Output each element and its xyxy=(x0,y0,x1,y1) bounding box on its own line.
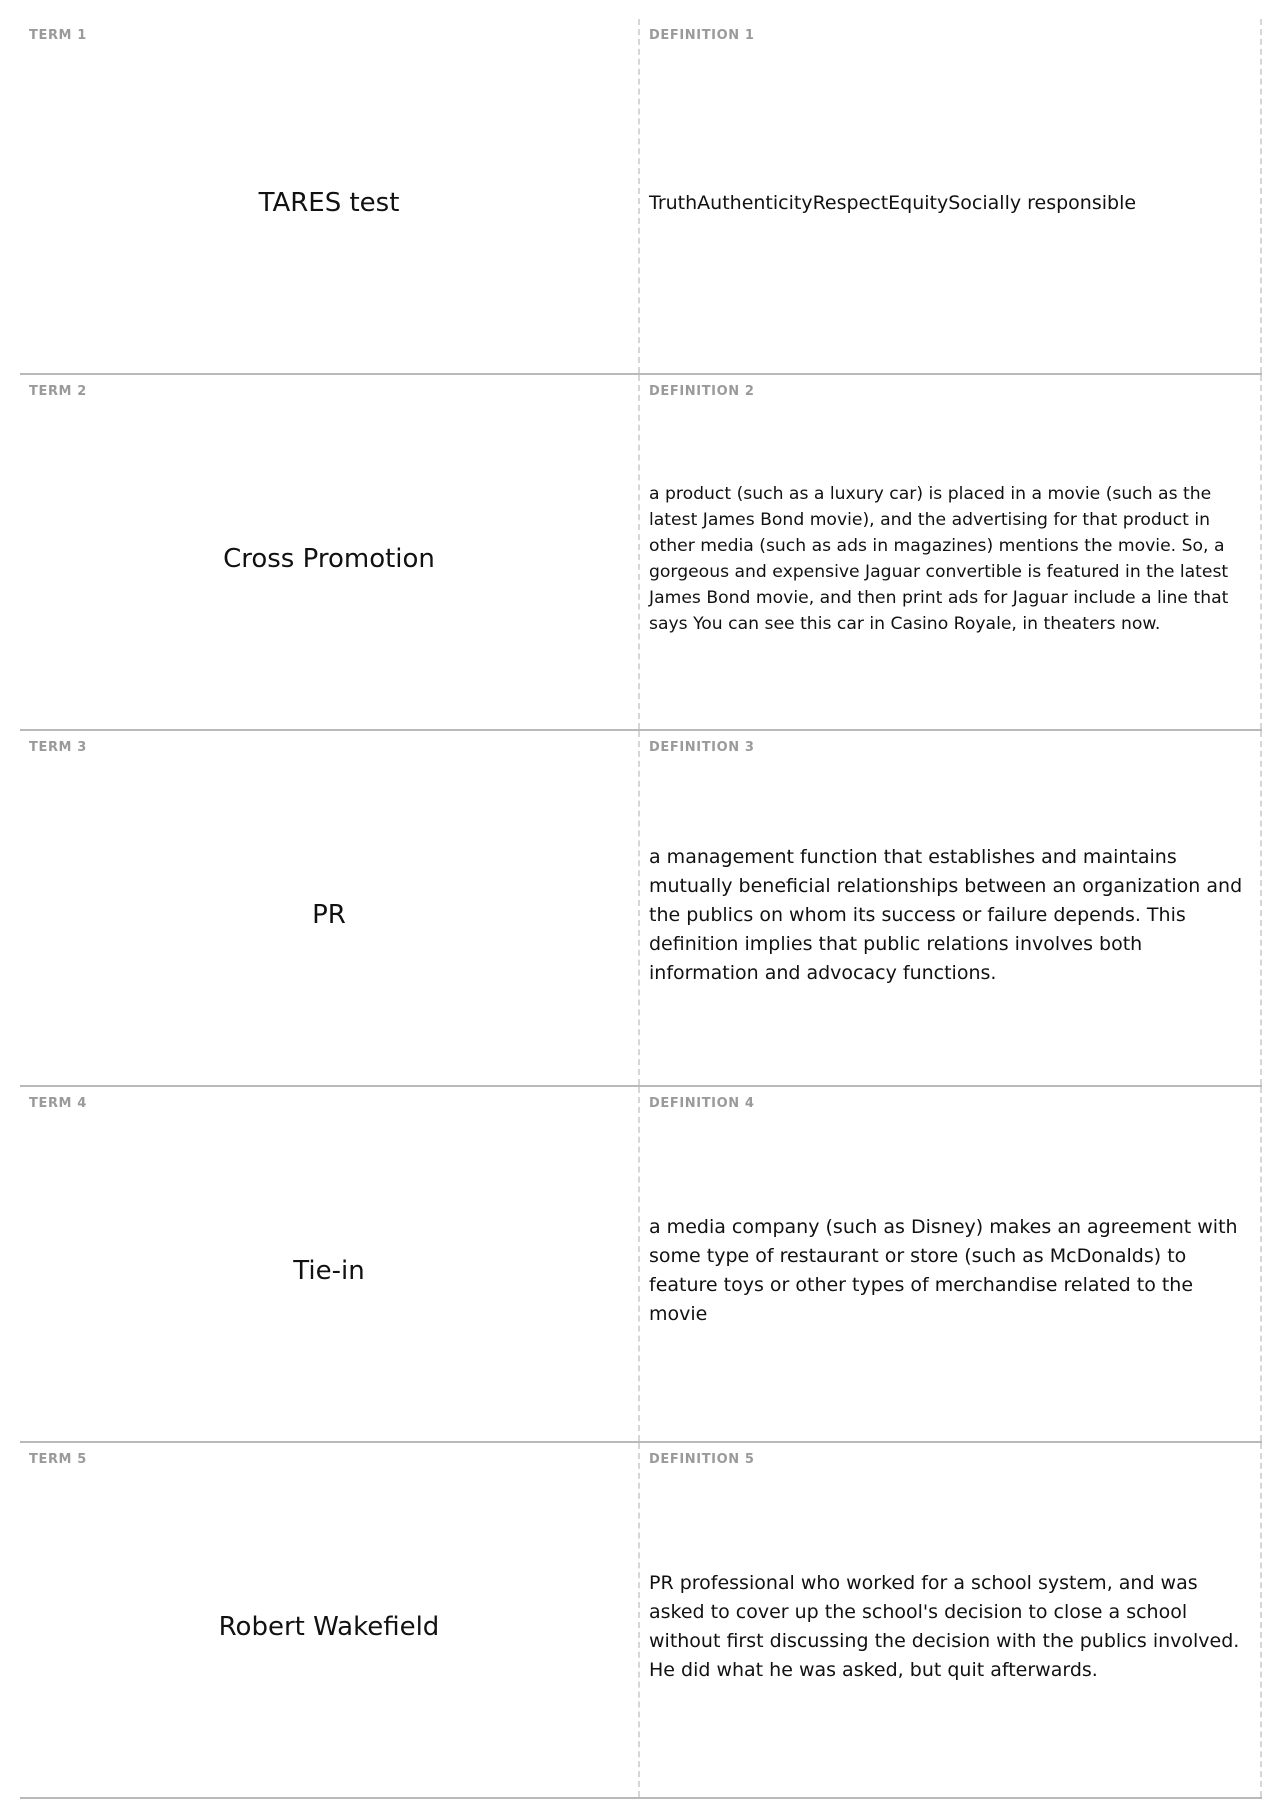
definition-label: DEFINITION 5 xyxy=(649,1452,755,1467)
definition-label: DEFINITION 2 xyxy=(649,384,755,399)
definition-cell-2 xyxy=(640,375,1262,729)
term-text: PR xyxy=(312,900,346,930)
definition-text: TruthAuthenticityRespectEquitySocially responsible xyxy=(649,191,1137,214)
definition-cell-4 xyxy=(640,1087,1262,1441)
definition-cell-5 xyxy=(640,1443,1262,1797)
definition-label: DEFINITION 4 xyxy=(649,1096,755,1111)
term-text: Robert Wakefield xyxy=(218,1612,440,1642)
term-label: TERM 1 xyxy=(29,28,87,43)
term-cell-2 xyxy=(20,375,640,729)
card-row-3 xyxy=(20,731,1262,1087)
term-text: Cross Promotion xyxy=(223,544,435,574)
card-row-5 xyxy=(20,1443,1262,1799)
definition-cell-3 xyxy=(640,731,1262,1085)
term-text: Tie-in xyxy=(293,1256,365,1286)
flashcard-sheet xyxy=(20,19,1262,1799)
term-label: TERM 4 xyxy=(29,1096,87,1111)
definition-text: PR professional who worked for a school system, and was asked to cover up the school's decision to close a school without first discussing the decision with the publics involved. He did what he was asked, but quit afterwards. xyxy=(649,1572,1240,1681)
card-row-4 xyxy=(20,1087,1262,1443)
term-text: TARES test xyxy=(258,188,400,218)
term-cell-4 xyxy=(20,1087,640,1441)
term-cell-1 xyxy=(20,19,640,373)
term-cell-5 xyxy=(20,1443,640,1797)
definition-label: DEFINITION 3 xyxy=(649,740,755,755)
definition-cell-1 xyxy=(640,19,1262,373)
definition-text: a media company (such as Disney) makes an agreement with some type of restaurant or store (such as McDonalds) to feature toys or other types of merchandise related to the movie xyxy=(649,1216,1238,1325)
term-label: TERM 3 xyxy=(29,740,87,755)
definition-label: DEFINITION 1 xyxy=(649,28,755,43)
card-row-2 xyxy=(20,375,1262,731)
definition-text: a product (such as a luxury car) is placed in a movie (such as the latest James Bond movie), and the advertising for that product in other media (such as ads in magazines) mentions the movie. So, a gorgeous and expensive Jaguar convertible is featured in the latest James Bond movie, and then print ads for Jaguar include a line that says You can see this car in Casino Royale, in theaters now. xyxy=(649,484,1229,634)
definition-text: a management function that establishes and maintains mutually beneficial relationships between an organization and the publics on whom its success or failure depends. This definition implies that public relations involves both information and advocacy functions. xyxy=(649,845,1243,984)
term-label: TERM 2 xyxy=(29,384,87,399)
term-label: TERM 5 xyxy=(29,1452,87,1467)
term-cell-3 xyxy=(20,731,640,1085)
card-row-1 xyxy=(20,19,1262,375)
